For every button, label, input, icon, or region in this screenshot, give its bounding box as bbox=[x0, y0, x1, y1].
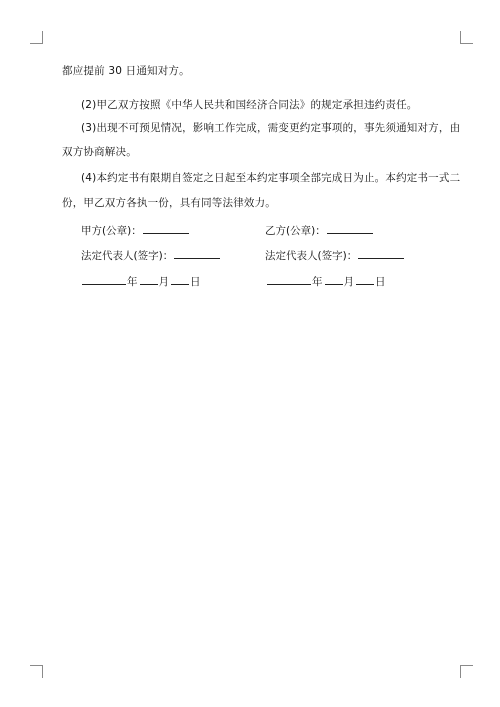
crop-mark-top-left bbox=[30, 31, 43, 44]
party-b-seal-line bbox=[265, 222, 374, 238]
paragraph-clause-3-line-1: (3)出现不可预见情况，影响工作完成，需变更约定事项的，事先须通知对方，由 bbox=[81, 122, 461, 134]
party-b-year-label: 年 bbox=[312, 276, 323, 288]
party-a-seal-blank bbox=[143, 222, 189, 234]
party-b-rep-label: 法定代表人(签字)： bbox=[265, 250, 358, 262]
paragraph-clause-2: (2)甲乙双方按照《中华人民共和国经济合同法》的规定承担违约责任。 bbox=[81, 99, 418, 111]
party-b-rep-blank bbox=[358, 247, 404, 259]
party-a-rep-blank bbox=[174, 247, 220, 259]
party-a-year-label: 年 bbox=[127, 276, 138, 288]
party-b-day-blank bbox=[356, 273, 374, 285]
paragraph-notice-continuation: 都应提前 30 日通知对方。 bbox=[62, 65, 190, 77]
paragraph-clause-4-line-2: 份，甲乙双方各执一份，具有同等法律效力。 bbox=[62, 197, 276, 209]
crop-mark-top-right bbox=[460, 31, 473, 44]
crop-mark-bottom-left bbox=[30, 665, 43, 678]
party-a-seal-label: 甲方(公章)： bbox=[81, 225, 142, 237]
party-b-day-label: 日 bbox=[375, 276, 386, 288]
party-b-year-blank bbox=[267, 273, 311, 285]
crop-mark-bottom-right bbox=[460, 665, 473, 678]
party-a-representative-line bbox=[81, 247, 221, 263]
paragraph-clause-3-line-2: 双方协商解决。 bbox=[62, 146, 137, 158]
party-a-date-line bbox=[81, 273, 201, 289]
party-b-month-blank bbox=[325, 273, 343, 285]
party-a-rep-label: 法定代表人(签字)： bbox=[81, 250, 174, 262]
paragraph-clause-4-line-1: (4)本约定书有限期自签定之日起至本约定事项全部完成日为止。本约定书一式二 bbox=[81, 172, 461, 184]
party-a-day-blank bbox=[171, 273, 189, 285]
party-b-seal-blank bbox=[327, 222, 373, 234]
party-a-month-label: 月 bbox=[158, 276, 169, 288]
party-a-month-blank bbox=[140, 273, 158, 285]
party-a-day-label: 日 bbox=[190, 276, 201, 288]
party-b-seal-label: 乙方(公章)： bbox=[265, 225, 326, 237]
party-b-month-label: 月 bbox=[343, 276, 354, 288]
party-b-representative-line bbox=[265, 247, 405, 263]
party-a-year-blank bbox=[82, 273, 126, 285]
party-a-seal-line bbox=[81, 222, 190, 238]
party-b-date-line bbox=[266, 273, 386, 289]
